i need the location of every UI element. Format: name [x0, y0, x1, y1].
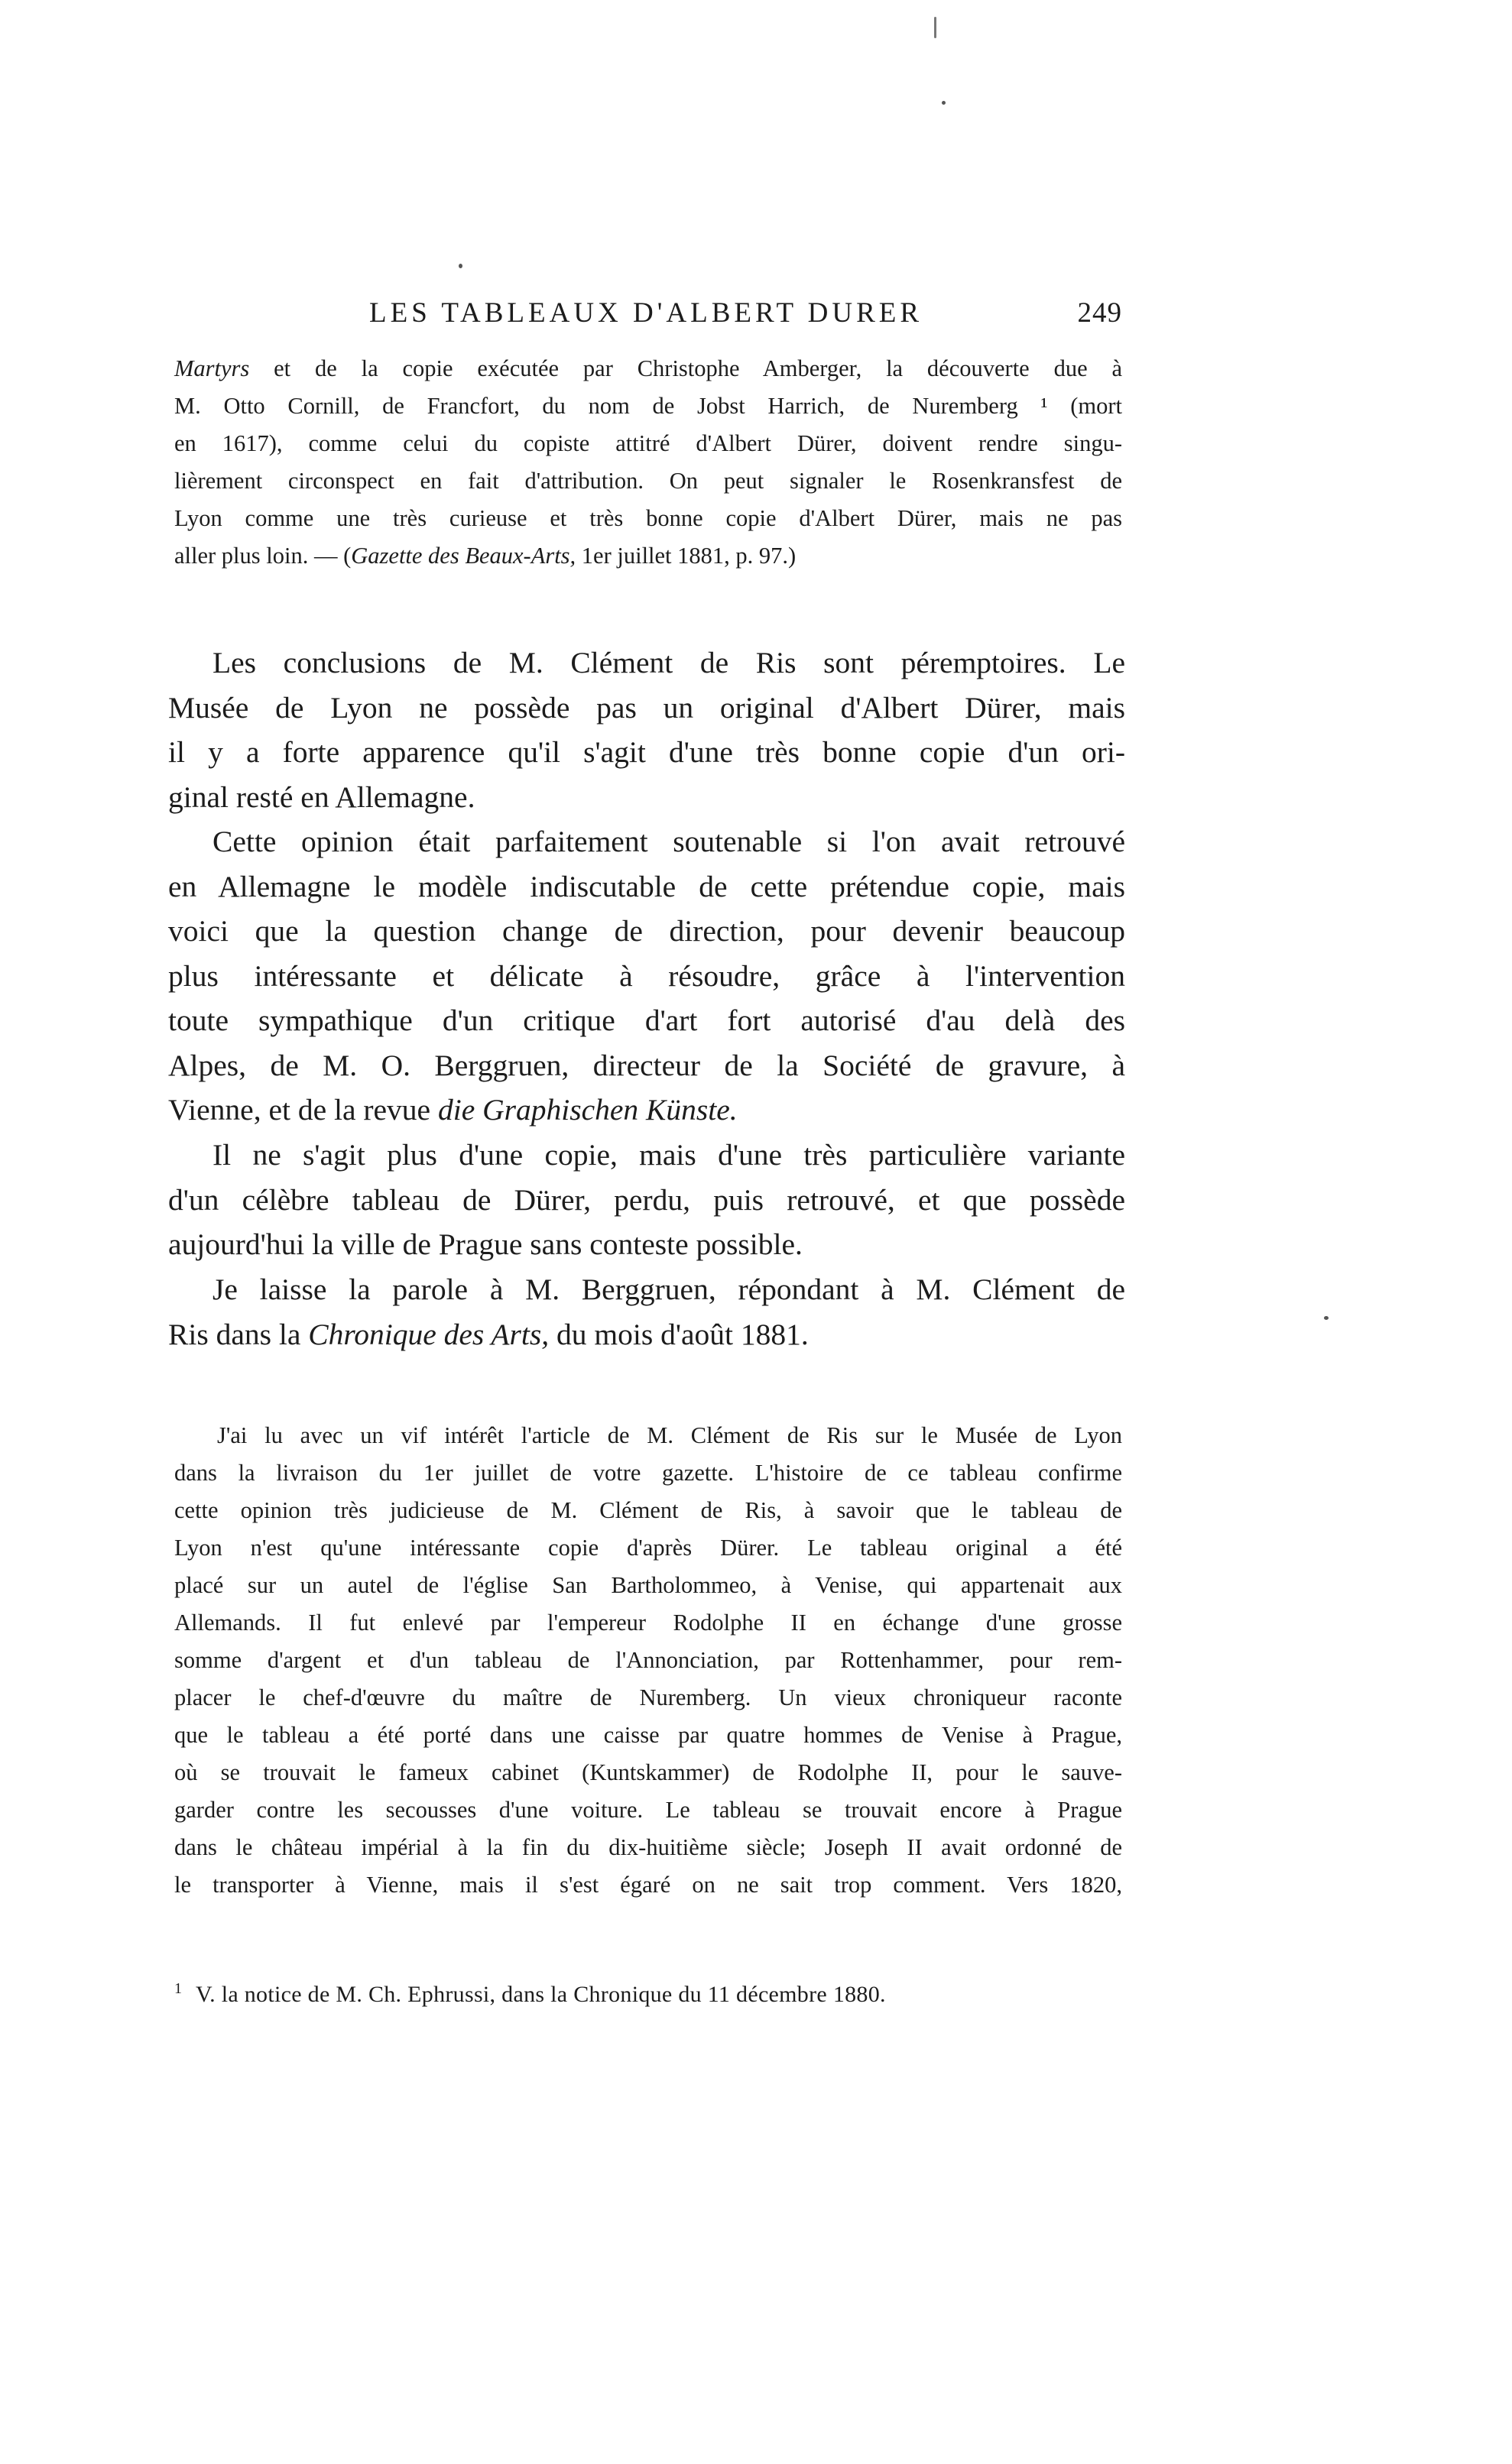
text-line: d'un célèbre tableau de Dürer, perdu, puis retrouvé, et que possède — [168, 1182, 1125, 1217]
text-line: Il ne s'agit plus d'une copie, mais d'une très particulière variante — [213, 1138, 1125, 1172]
page-number: 249 — [1077, 297, 1122, 329]
text-line: où se trouvait le fameux cabinet (Kuntskammer) de Rodolphe II, pour le sauve- — [174, 1759, 1122, 1785]
text-line: Allemands. Il fut enlevé par l'empereur Rodolphe II en échange d'une grosse — [174, 1610, 1122, 1636]
footnote-marker: 1 — [174, 1980, 182, 1997]
text-line: dans la livraison du 1er juillet de votre gazette. L'histoire de ce tableau confirme — [174, 1460, 1122, 1486]
text-line: Musée de Lyon ne possède pas un original d'Albert Dürer, mais — [168, 690, 1125, 725]
running-title: LES TABLEAUX D'ALBERT DURER — [369, 297, 923, 329]
text-line: aujourd'hui la ville de Prague sans conteste possible. — [168, 1227, 803, 1261]
body-paragraph-2 — [168, 819, 1125, 1133]
text-line: cette opinion très judicieuse de M. Clément de Ris, à savoir que le tableau de — [174, 1497, 1122, 1523]
text-line: il y a forte apparence qu'il s'agit d'une très bonne copie d'un ori- — [168, 735, 1125, 769]
body-paragraph-1 — [168, 640, 1125, 819]
text-line: voici que la question change de direction, pour devenir beaucoup — [168, 914, 1125, 948]
text-line: lièrement circonspect en fait d'attribution. On peut signaler le Rosenkransfest de — [174, 468, 1122, 494]
text-line: garder contre les secousses d'une voiture. Le tableau se trouvait encore à Prague — [174, 1797, 1122, 1823]
text-line: placer le chef-d'œuvre du maître de Nuremberg. Un vieux chroniqueur raconte — [174, 1684, 1122, 1710]
text-line: le transporter à Vienne, mais il s'est égaré on ne sait trop comment. Vers 1820, — [174, 1872, 1122, 1898]
scan-speck — [934, 17, 936, 38]
italic-journal-title: Gazette des Beaux-Arts, — [351, 543, 576, 569]
text-line: placé sur un autel de l'église San Bartholommeo, à Venise, qui appartenait aux — [174, 1572, 1122, 1598]
scan-speck — [1324, 1316, 1329, 1320]
text-line: somme d'argent et d'un tableau de l'Annonciation, par Rottenhammer, pour rem- — [174, 1647, 1122, 1673]
text-line: en Allemagne le modèle indiscutable de cette prétendue copie, mais — [168, 869, 1125, 903]
text-line: dans le château impérial à la fin du dix-huitième siècle; Joseph II avait ordonné de — [174, 1834, 1122, 1860]
body-paragraph-4 — [168, 1267, 1125, 1357]
italic-review-title: die Graphischen Künste. — [437, 1093, 738, 1127]
running-header — [174, 297, 1122, 342]
footnote — [174, 1973, 1122, 2010]
italic-title: Martyrs — [174, 355, 250, 381]
footnote-text: V. la notice de M. Ch. Ephrussi, dans la Chronique du 11 décembre 1880. — [196, 1982, 886, 2007]
text-line: ginal resté en Allemagne. — [168, 780, 475, 814]
text-line: toute sympathique d'un critique d'art fort autorisé d'au delà des — [168, 1003, 1125, 1037]
text-line: Je laisse la parole à M. Berggruen, répondant à M. Clément de — [213, 1273, 1125, 1306]
text-line: M. Otto Cornill, de Francfort, du nom de Jobst Harrich, de Nuremberg ¹ (mort — [174, 393, 1122, 419]
body-paragraph-3 — [168, 1133, 1125, 1267]
quoted-passage-gazette — [174, 350, 1122, 575]
text-line: que le tableau a été porté dans une caisse par quatre hommes de Venise à Prague, — [174, 1722, 1122, 1748]
text-line: Lyon n'est qu'une intéressante copie d'après Dürer. Le tableau original a été — [174, 1535, 1122, 1561]
text-line: plus intéressante et délicate à résoudre, grâce à l'intervention — [168, 958, 1125, 993]
text-line: Les conclusions de M. Clément de Ris sont péremptoires. Le — [213, 646, 1125, 679]
quoted-letter-berggruen — [174, 1417, 1122, 1904]
text-line: Ris dans la Chronique des Arts, du mois d'août 1881. — [168, 1317, 809, 1351]
text-line: en 1617), comme celui du copiste attitré d'Albert Dürer, doivent rendre singu- — [174, 430, 1122, 456]
scan-speck — [459, 264, 462, 268]
text-line: aller plus loin. — (Gazette des Beaux-Arts, 1er juillet 1881, p. 97.) — [174, 543, 797, 569]
italic-chronique-title: Chronique des Arts, — [308, 1317, 550, 1351]
text-line: Cette opinion était parfaitement soutenable si l'on avait retrouvé — [213, 825, 1125, 858]
text-line: Martyrs et de la copie exécutée par Christophe Amberger, la découverte due à — [174, 355, 1122, 381]
scan-speck — [942, 101, 946, 105]
text-line: J'ai lu avec un vif intérêt l'article de M. Clément de Ris sur le Musée de Lyon — [217, 1422, 1122, 1448]
text-line: Lyon comme une très curieuse et très bonne copie d'Albert Dürer, mais ne pas — [174, 505, 1122, 531]
text-line: Vienne, et de la revue die Graphischen Künste. — [168, 1093, 738, 1127]
text-line: Alpes, de M. O. Berggruen, directeur de la Société de gravure, à — [168, 1048, 1125, 1082]
